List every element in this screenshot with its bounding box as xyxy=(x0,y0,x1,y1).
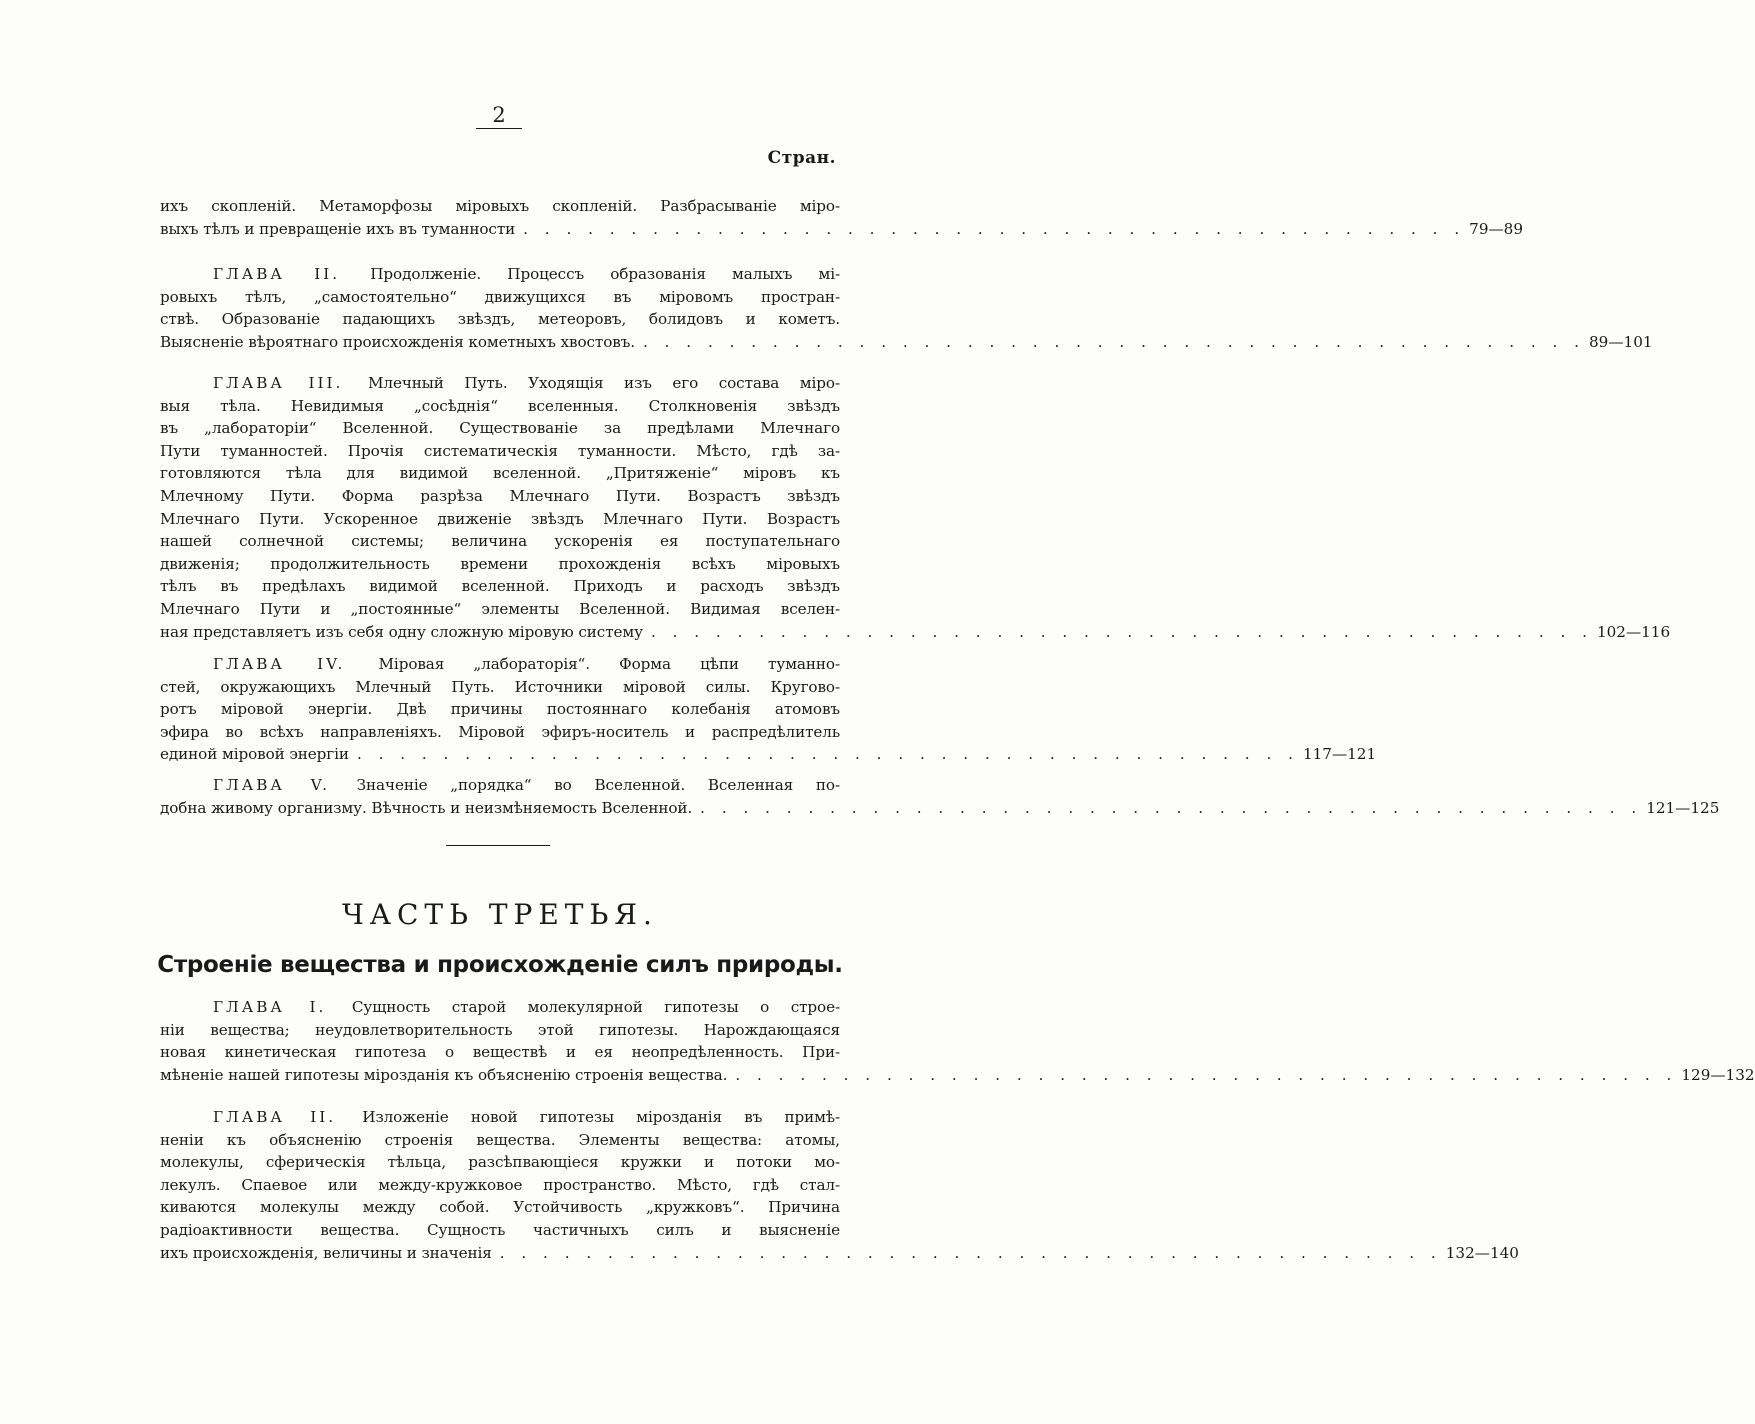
chapter-heading: ГЛАВА III. xyxy=(213,374,344,392)
toc-entry-text: Сущность старой молекулярной гипотезы о строе- xyxy=(351,998,840,1016)
chapter-heading: ГЛАВА I. xyxy=(213,998,327,1016)
toc-entry-line xyxy=(160,195,840,218)
page-range: 117—121 xyxy=(1302,745,1377,764)
toc-entry-text: новая кинетическая гипотеза о веществѣ и ея неопредѣленность. При- xyxy=(160,1043,840,1062)
part-title-text: ЧАСТЬ ТРЕТЬЯ. xyxy=(342,898,658,931)
dot-leader: . . . . . . . . . . . . . . . . . . . . . . . . . . . . . . . . . . . . . . . . . . . . xyxy=(735,1065,1678,1084)
toc-entry-text: радіоактивности вещества. Сущность частичныхъ силъ и выясненіе xyxy=(160,1220,840,1239)
toc-entry-last-line xyxy=(160,218,1524,241)
toc-entry-text: выхъ тѣлъ и превращеніе ихъ въ туманности xyxy=(160,219,516,238)
chapter-heading: ГЛАВА II. xyxy=(213,265,341,283)
pages-column-label: Стран. xyxy=(767,148,836,168)
part-title xyxy=(0,898,1000,931)
toc-entry-line xyxy=(160,1019,840,1042)
toc-entry-line xyxy=(160,598,840,621)
toc-entry-text: Млечнаго Пути и „постоянные“ элементы Вселенной. Видимая вселен- xyxy=(160,599,840,618)
toc-entry-line xyxy=(160,698,840,721)
page-range: 129—132 xyxy=(1681,1065,1755,1084)
toc-entry-text: Значеніе „порядка“ во Вселенной. Вселенная по- xyxy=(356,776,840,794)
toc-entry-text: тѣлъ въ предѣлахъ видимой вселенной. Приходъ и расходъ звѣздъ xyxy=(160,577,840,596)
toc-entry-text: Млечнаго Пути. Ускоренное движеніе звѣздъ Млечнаго Пути. Возрастъ xyxy=(160,509,840,528)
toc-entry-text: единой міровой энергіи xyxy=(160,745,349,764)
toc-entry-text: Млечный Путь. Уходящія изъ его состава міро- xyxy=(367,374,840,392)
toc-entry-line xyxy=(160,1196,840,1219)
toc-entry-text: нашей солнечной системы; величина ускоренія ея поступательнаго xyxy=(160,532,840,551)
dot-leader: . . . . . . . . . . . . . . . . . . . . . . . . . . . . . . . . . . . . . . . . . . . . xyxy=(650,622,1593,641)
toc-entry-text: добна живому организму. Вѣчность и неизмѣняемость Вселенной. xyxy=(160,798,693,817)
section-divider xyxy=(446,845,550,846)
toc-entry-text: ная представляетъ изъ себя одну сложную міровую систему xyxy=(160,622,643,641)
toc-entry xyxy=(160,1106,1519,1264)
toc-entry-text: молекулы, сферическія тѣльца, разсѣпвающіеся кружки и потоки мо- xyxy=(160,1153,840,1172)
dot-leader: . . . . . . . . . . . . . . . . . . . . . . . . . . . . . . . . . . . . . . . . . . . . xyxy=(356,745,1299,764)
toc-entry-line xyxy=(160,1106,840,1129)
page-range: 132—140 xyxy=(1445,1243,1519,1262)
toc-entry-line xyxy=(160,575,840,598)
toc-entry-last-line xyxy=(160,1242,1519,1265)
toc-entry-text: Міровая „лабораторія“. Форма цѣпи туманно- xyxy=(378,655,840,673)
toc-entry-text: Изложеніе новой гипотезы мірозданія въ примѣ- xyxy=(362,1108,840,1126)
toc-entry-last-line xyxy=(160,1064,1755,1087)
toc-entry xyxy=(160,263,1653,353)
toc-entry xyxy=(160,372,1671,643)
toc-entry-line xyxy=(160,308,840,331)
dot-leader: . . . . . . . . . . . . . . . . . . . . . . . . . . . . . . . . . . . . . . . . . . . . xyxy=(523,219,1466,238)
toc-entry-line xyxy=(160,1219,840,1242)
page-range: 121—125 xyxy=(1646,798,1720,817)
toc-entry-line xyxy=(160,721,840,744)
dot-leader: . . . . . . . . . . . . . . . . . . . . . . . . . . . . . . . . . . . . . . . . . . . . xyxy=(499,1243,1442,1262)
toc-entry-text: ихъ происхожденія, величины и значенія xyxy=(160,1243,492,1262)
toc-entry-line xyxy=(160,485,840,508)
toc-entry-text: киваются молекулы между собой. Устойчивость „кружковъ“. Причина xyxy=(160,1198,840,1217)
toc-entry-line xyxy=(160,417,840,440)
toc-entry-line xyxy=(160,508,840,531)
toc-entry-line xyxy=(160,372,840,395)
toc-entry-text: въ „лабораторіи“ Вселенной. Существованіе за предѣлами Млечнаго xyxy=(160,419,840,438)
toc-entry-line xyxy=(160,774,840,797)
toc-entry-line xyxy=(160,462,840,485)
toc-entry-last-line xyxy=(160,621,1671,644)
toc-entry-text: Пути туманностей. Прочія систематическія туманности. Мѣсто, гдѣ за- xyxy=(160,441,840,460)
toc-entry-text: лекулъ. Спаевое или между-кружковое пространство. Мѣсто, гдѣ стал- xyxy=(160,1175,840,1194)
toc-entry xyxy=(160,774,1720,819)
toc-entry-text: ніи вещества; неудовлетворительность этой гипотезы. Нарождающаяся xyxy=(160,1020,840,1039)
toc-entry xyxy=(160,195,1524,240)
dot-leader: . . . . . . . . . . . . . . . . . . . . . . . . . . . . . . . . . . . . . . . . . . . . xyxy=(643,332,1586,351)
toc-entry-line xyxy=(160,1129,840,1152)
toc-entry xyxy=(160,996,1755,1086)
toc-entry-text: Млечному Пути. Форма разрѣза Млечнаго Пути. Возрастъ звѣздъ xyxy=(160,486,840,505)
toc-entry-line xyxy=(160,395,840,418)
toc-entry-last-line xyxy=(160,331,1653,354)
toc-entry-text: эфира во всѣхъ направленіяхъ. Міровой эфиръ-носитель и распредѣлитель xyxy=(160,722,840,741)
toc-entry-text: готовляются тѣла для видимой вселенной. „Притяженіе“ міровъ къ xyxy=(160,464,840,483)
toc-entry-line xyxy=(160,553,840,576)
dot-leader: . . . . . . . . . . . . . . . . . . . . . . . . . . . . . . . . . . . . . . . . . . . . xyxy=(700,798,1643,817)
toc-entry-line xyxy=(160,530,840,553)
toc-entry-text: ровыхъ тѣлъ, „самостоятельно“ движущихся въ міровомъ простран- xyxy=(160,287,840,306)
toc-entry-text: неніи къ объясненію строенія вещества. Элементы вещества: атомы, xyxy=(160,1130,840,1149)
toc-entry-line xyxy=(160,440,840,463)
toc-entry-text: ротъ міровой энергіи. Двѣ причины постояннаго колебанія атомовъ xyxy=(160,700,840,719)
toc-entry-line xyxy=(160,1151,840,1174)
toc-entry-text: движенія; продолжительность времени прохожденія всѣхъ міровыхъ xyxy=(160,554,840,573)
toc-entry-text: стей, окружающихъ Млечный Путь. Источники міровой силы. Кругово- xyxy=(160,677,840,696)
toc-entry-line xyxy=(160,676,840,699)
section-title: Строеніе вещества и происхожденіе силъ природы. xyxy=(157,952,843,978)
toc-entry-line xyxy=(160,1174,840,1197)
toc-entry-text: Выясненіе вѣроятнаго происхожденія кометныхъ хвостовъ. xyxy=(160,332,635,351)
chapter-heading: ГЛАВА IV. xyxy=(213,655,346,673)
toc-entry-line xyxy=(160,996,840,1019)
toc-entry-line xyxy=(160,286,840,309)
toc-entry-text: выя тѣла. Невидимыя „сосѣднія“ вселенныя. Столкновенія звѣздъ xyxy=(160,396,840,415)
chapter-heading: ГЛАВА II. xyxy=(213,1108,337,1126)
toc-entry-line xyxy=(160,1041,840,1064)
toc-entry-line xyxy=(160,653,840,676)
page-range: 102—116 xyxy=(1596,622,1671,641)
toc-entry-last-line xyxy=(160,743,1377,766)
toc-entry-text: ствѣ. Образованіе падающихъ звѣздъ, метеоровъ, болидовъ и кометъ. xyxy=(160,310,840,329)
chapter-heading: ГЛАВА V. xyxy=(213,776,330,794)
toc-entry-line xyxy=(160,263,840,286)
toc-entry-text: Продолженіе. Процессъ образованія малыхъ мі- xyxy=(370,265,840,283)
page-range: 89—101 xyxy=(1589,332,1653,351)
toc-entry-text: ихъ скопленій. Метаморфозы міровыхъ скопленій. Разбрасываніе міро- xyxy=(160,197,840,215)
toc-entry xyxy=(160,653,1377,766)
toc-entry-text: мѣненіе нашей гипотезы мірозданія къ объясненію строенія вещества. xyxy=(160,1065,728,1084)
page-range: 79—89 xyxy=(1469,219,1524,238)
page-number: 2 xyxy=(476,102,522,129)
toc-entry-last-line xyxy=(160,797,1720,820)
